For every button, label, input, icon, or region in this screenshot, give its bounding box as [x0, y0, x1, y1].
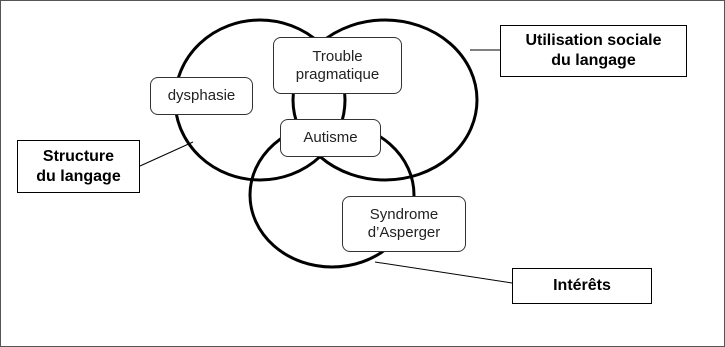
label-autisme	[280, 119, 381, 157]
trouble-pragmatique-text: Trouble pragmatique	[295, 47, 380, 83]
interets-text: Intérêts	[553, 277, 611, 294]
label-trouble-pragmatique	[273, 37, 402, 94]
connector-structure	[140, 142, 193, 166]
dysphasie-text: dysphasie	[167, 87, 236, 104]
callout-structure-du-langage	[17, 140, 140, 193]
structure-du-langage-text: Structure du langage	[36, 147, 121, 185]
syndrome-asperger-text: Syndrome d’Asperger	[367, 206, 441, 241]
utilisation-sociale-text: Utilisation sociale du langage	[525, 32, 662, 69]
callout-interets	[512, 268, 652, 304]
autisme-text: Autisme	[303, 129, 358, 146]
callout-utilisation-sociale	[500, 25, 687, 77]
label-dysphasie	[150, 77, 253, 115]
connector-interets	[375, 262, 512, 283]
label-syndrome-asperger	[342, 196, 466, 252]
